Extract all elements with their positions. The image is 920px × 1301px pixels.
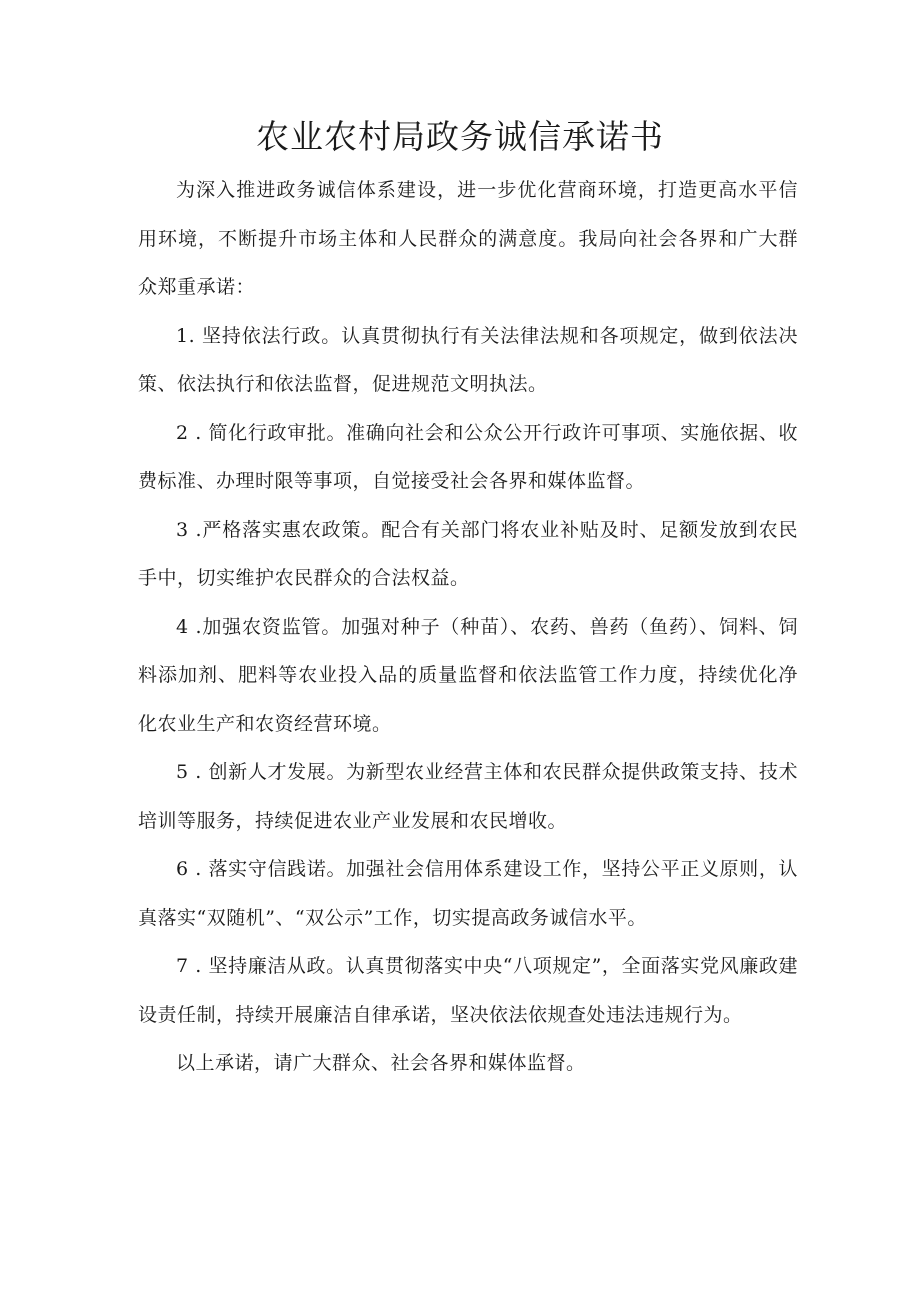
commitment-item-5: 5 . 创新人才发展。为新型农业经营主体和农民群众提供政策支持、技术培训等服务，持续促进农业产业发展和农民增收。: [138, 761, 798, 832]
commitment-item-4: 4 .加强农资监管。加强对种子（种苗）、农药、兽药（鱼药）、饲料、饲料添加剂、肥料等农业投入品的质量监督和依法监管工作力度，持续优化净化农业生产和农资经营环境。: [138, 615, 798, 735]
intro-paragraph: 为深入推进政务诚信体系建设，进一步优化营商环境，打造更高水平信用环境，不断提升市场主体和人民群众的满意度。我局向社会各界和广大群众郑重承诺：: [138, 179, 798, 298]
commitment-item-6: 6 . 落实守信践诺。加强社会信用体系建设工作，坚持公平正义原则，认真落实“双随机”、“双公示”工作，切实提高政务诚信水平。: [138, 858, 798, 929]
document-body: [138, 166, 798, 1088]
commitment-item-7: 7 . 坚持廉洁从政。认真贯彻落实中央“八项规定”，全面落实党风廉政建设责任制，持续开展廉洁自律承诺，坚决依法依规查处违法违规行为。: [138, 955, 798, 1026]
document-title: 农业农村局政务诚信承诺书: [256, 117, 664, 156]
commitment-item-2: 2 . 简化行政审批。准确向社会和公众公开行政许可事项、实施依据、收费标准、办理时限等事项，自觉接受社会各界和媒体监督。: [138, 421, 798, 492]
closing-paragraph: 以上承诺，请广大群众、社会各界和媒体监督。: [176, 1052, 586, 1074]
commitment-item-3: 3 .严格落实惠农政策。配合有关部门将农业补贴及时、足额发放到农民手中，切实维护农民群众的合法权益。: [138, 518, 798, 589]
commitment-item-1: 1. 坚持依法行政。认真贯彻执行有关法律法规和各项规定，做到依法决策、依法执行和依法监督，促进规范文明执法。: [138, 324, 798, 395]
